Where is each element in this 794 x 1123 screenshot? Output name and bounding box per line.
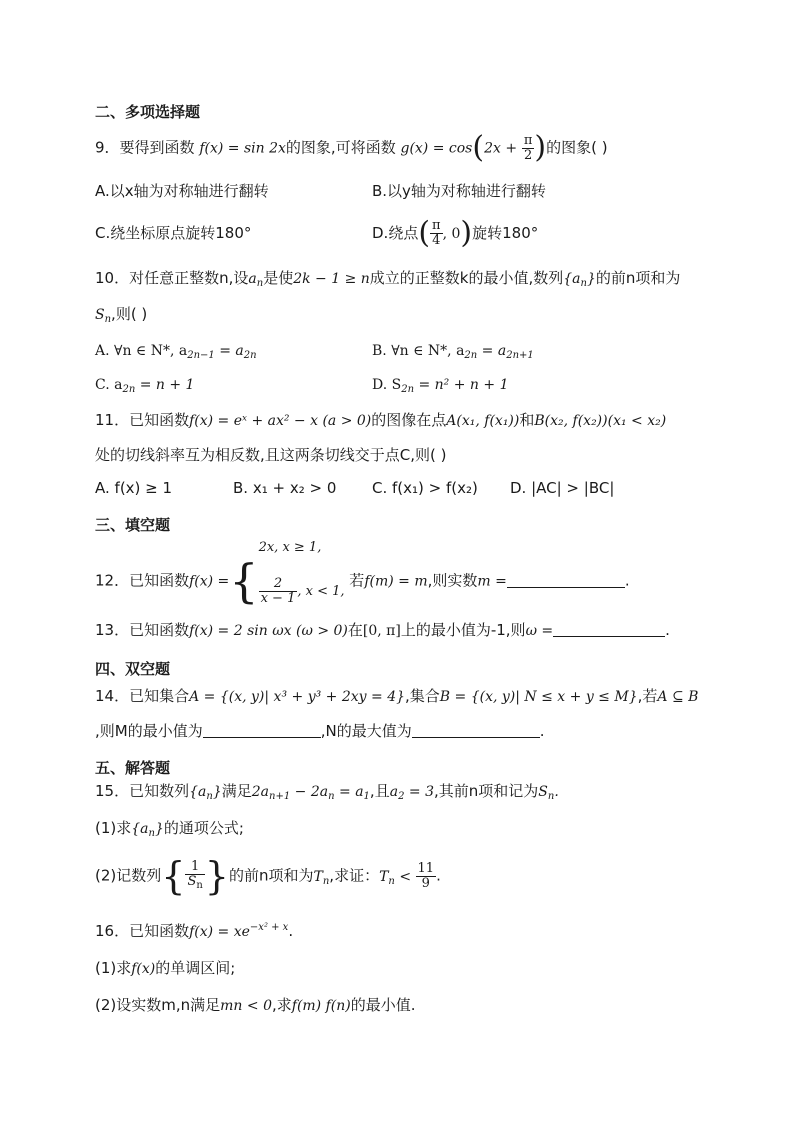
q15-ineq: $T_n$ < [379,868,416,887]
q11-point-b: B(x₂, f(x₂))(x₁ < x₂) [534,413,667,429]
q9-number: 9． [95,138,120,157]
q15-one-over-sn [185,860,204,893]
question-12-stem [95,537,630,625]
q15-recur-sub3: 1 [363,791,370,802]
q12-cond: f(m) = m [364,573,428,590]
q10-opt-c-rest: = n + 1 [135,377,195,393]
q15-tn: $T_n$ [313,868,330,887]
q15-text-c: ,且 [369,782,390,800]
q15-recur-mid: − 2a [290,784,329,800]
q9-option-d [372,214,538,253]
q10-seq: $\{a_n\}$ [563,271,596,289]
q12-text-a: 已知函数 [129,571,190,590]
q12-end: . [624,571,630,590]
q16-part2-b: ,求 [271,996,292,1014]
q15-recur-sub2: n [328,791,335,802]
q9-pi-over-2 [522,134,535,163]
q13-answer-blank[interactable] [553,620,665,637]
q10-line2-text: ,则( ) [111,305,148,323]
q15-frac-den: 9 [421,875,430,891]
q10-opt-b-sub1: 2n [464,350,478,361]
q15-t: T [313,868,323,885]
q10-opt-a-sub2: 2n [243,350,257,361]
q14-line2-a: ,则M的最小值为 [95,722,203,740]
q12-answer-blank[interactable] [507,571,625,588]
q14-end: . [539,722,545,740]
q16-part1-f: f(x) [131,961,156,977]
q10-option-d [372,374,508,400]
q15-a2-val: = 3 [404,784,434,800]
q9-g-expr: g(x) = cos [400,140,473,157]
q15-s: S [538,784,548,800]
question-11-stem [95,410,666,431]
q12-case1: 2x, x ≥ 1, [258,540,322,555]
q15-text-d: ,其前n项和记为 [433,782,539,800]
question-14-line2 [95,721,545,741]
q10-opt-b-main: B. ∀n ∈ N*, a [372,343,465,359]
q12-case2-den: x − 1 [260,591,296,606]
q10-opt-a-eq: = a [214,343,244,359]
q14-set-a: A = {(x, y)| x³ + y³ + 2xy = 4} [189,689,406,705]
q13-interval: [0, π] [362,623,401,639]
q13-text-b: 在 [347,621,363,639]
q16-prod: f(m) f(n) [291,998,351,1014]
q15-text-b: 满足 [221,782,252,800]
q9-d-pi: π [432,218,441,233]
q13-end: . [665,621,670,639]
q9-left-paren: ( [472,130,485,165]
q15-part2-c: ,求证： [329,866,380,885]
q11-option-b: B. x₁ + x₂ > 0 [233,479,337,497]
question-13-stem [95,620,670,641]
q16-end: . [288,922,294,940]
q15-a2-a: a [389,784,399,800]
q9-four: 4 [432,233,441,248]
q10-option-c [95,374,194,400]
q10-opt-a-main: A. ∀n ∈ N*, a [95,343,188,359]
q14-set-b: B = {(x, y)| N ≤ x + y ≤ M} [439,689,638,705]
q9-text-a: 要得到函数 [119,138,195,157]
q10-opt-a-sub1: 2n−1 [187,350,215,361]
q9-f-expr: f(x) = sin 2x [199,140,286,157]
q15-sn: $S_n$. [538,784,559,802]
q9-right-paren: ) [534,130,547,165]
q12-text-c: ,则实数 [427,571,478,590]
q9-pi: π [523,132,533,148]
q13-func: f(x) = 2 sin ωx (ω > 0) [189,623,348,639]
q12-number: 12． [95,571,130,590]
q9-zero: , 0 [442,226,461,242]
q11-option-c: C. f(x₁) > f(x₂) [372,479,478,497]
q11-option-d: D. |AC| > |BC| [510,479,615,497]
q13-text-a: 已知函数 [129,621,190,639]
q10-opt-d-sub: 2n [401,384,415,395]
q15-frac-num: 11 [417,860,435,876]
section-heading-double-blank: 四、双空题 [95,660,171,678]
q15-recurrence [252,784,370,800]
question-10-line2 [95,304,147,330]
q10-option-a [95,340,257,366]
q16-cond: mn < 0 [220,998,272,1014]
q15-seq-a: {a [189,784,207,800]
q9-option-b: B.以y轴为对称轴进行翻转 [372,182,546,200]
q10-ineq: 2k − 1 ≥ n [293,271,370,287]
q14-text-b: ,集合 [405,687,440,705]
q15-part1-seq: $\{a_n\}$ [131,821,164,839]
q10-seq-a: {a [563,271,581,287]
q12-text-b: 若 [349,571,365,590]
q15-one: 1 [185,860,204,875]
q12-case2-tail: , x < 1, [297,584,345,599]
section-heading-multi-choice: 二、多项选择题 [95,103,201,121]
q14-text-a: 已知集合 [129,687,190,705]
q10-text-b: 是使 [263,269,294,287]
q16-text-a: 已知函数 [129,922,190,940]
q10-opt-d-rest: = n² + n + 1 [414,377,509,393]
section-heading-answer: 五、解答题 [95,759,171,777]
q16-part2-a: (2)设实数m,n满足 [95,996,221,1014]
q12-m-eq: m = [477,573,507,590]
question-15-part1 [95,818,244,844]
q15-left-brace: { [161,854,186,898]
q16-part1-b: 的单调区间; [155,959,236,977]
q16-number: 16． [95,922,130,940]
q10-text-d: 的前n项和为 [595,269,681,287]
q11-point-a: A(x₁, f(x₁)) [446,413,520,429]
q14-subset: A ⊆ B [657,689,699,705]
q15-eleven-ninths [416,862,437,891]
q15-sn-den: $S_n$ [187,873,203,891]
q15-number: 15． [95,782,130,800]
q14-m-answer-blank[interactable] [203,721,321,738]
q15-part2-a: (2)记数列 [95,866,162,885]
question-16-part1 [95,958,235,979]
q10-s: S [95,307,105,323]
q10-opt-c-main: C. a [95,377,123,393]
question-16-part2 [95,995,416,1016]
q16-func: f(x) = xe [189,924,250,940]
q9-g-inner: 2x + [484,140,518,157]
q14-n-answer-blank[interactable] [412,721,540,738]
q11-number: 11． [95,411,130,429]
q15-a2-sub: 2 [398,791,405,802]
q10-number: 10． [95,269,130,287]
q10-opt-d-main: D. S [372,377,402,393]
q10-text-a: 对任意正整数n,设 [129,269,249,287]
q12-brace: { [229,554,259,608]
q10-option-b [372,340,534,366]
q10-sn: $S_n$ [95,307,112,325]
q9-d-left-paren: ( [418,215,431,251]
q9-option-c: C.绕坐标原点旋转180° [95,224,252,242]
q12-fx: f(x) = [189,573,230,590]
q14-number: 14． [95,687,130,705]
q10-opt-c-sub: 2n [122,384,136,395]
question-15-stem [95,781,559,807]
q13-w-eq: ω = [525,623,554,639]
q10-text-c: 成立的正整数k的最小值,数列 [369,269,564,287]
q9-opt-d-post: 旋转180° [472,224,539,242]
q12-cases [259,537,345,625]
q9-opt-d-pre: D.绕点 [372,224,419,242]
q15-part1-a: (1)求 [95,819,132,837]
q10-opt-b-eq: = a [477,343,507,359]
q13-number: 13． [95,621,130,639]
q11-func: f(x) = eˣ + ax² − x (a > 0) [189,413,372,429]
q14-line2-b: ,N的最大值为 [320,722,412,740]
q11-text-b: 的图像在点 [371,411,447,429]
q15-end: . [436,866,441,885]
q12-case2-frac [259,577,298,606]
q10-an-a: a [248,271,257,287]
q15-seq: $\{a_n\}$ [189,784,222,802]
q11-text-a: 已知函数 [129,411,190,429]
q12-case2 [259,559,345,625]
q11-option-a: A. f(x) ≥ 1 [95,479,173,497]
question-15-part2 [95,853,441,904]
question-14-stem [95,686,698,707]
q15-ineq-t: T [379,868,389,885]
q9-pi-over-4 [430,219,443,248]
q15-part2-b: 的前n项和为 [228,866,314,885]
q16-part1-a: (1)求 [95,959,132,977]
q15-recur-end: = a [334,784,364,800]
q15-right-brace: } [204,854,229,898]
question-11-line2: 处的切线斜率互为相反数,且这两条切线交于点C,则( ) [95,446,447,464]
q15-a2 [390,784,434,800]
q13-text-c: 上的最小值为-1,则 [400,621,526,639]
q9-text-c: 的图象( ) [546,138,608,157]
q14-text-c: ,若 [637,687,658,705]
q9-two: 2 [523,147,533,163]
q16-exp: −x² + x [249,922,289,933]
q11-text-c: 和 [519,411,535,429]
question-9-stem [95,130,608,165]
q16-part2-c: 的最小值. [350,996,416,1014]
q10-an: $a_n$ [248,271,264,289]
q15-part1-b: 的通项公式; [163,819,244,837]
q15-recur: 2a [251,784,270,800]
q9-option-a: A.以x轴为对称轴进行翻转 [95,182,269,200]
question-16-stem [95,918,293,942]
question-10-stem [95,268,680,294]
q10-opt-b-sub2: 2n+1 [506,350,534,361]
q12-case2-num: 2 [259,577,298,592]
q15-text-a: 已知数列 [129,782,190,800]
section-heading-fill-blank: 三、填空题 [95,516,171,534]
q15-recur-sub: n+1 [269,791,291,802]
q9-d-right-paren: ) [460,215,473,251]
q9-text-b: 的图象,可将函数 [285,138,396,157]
